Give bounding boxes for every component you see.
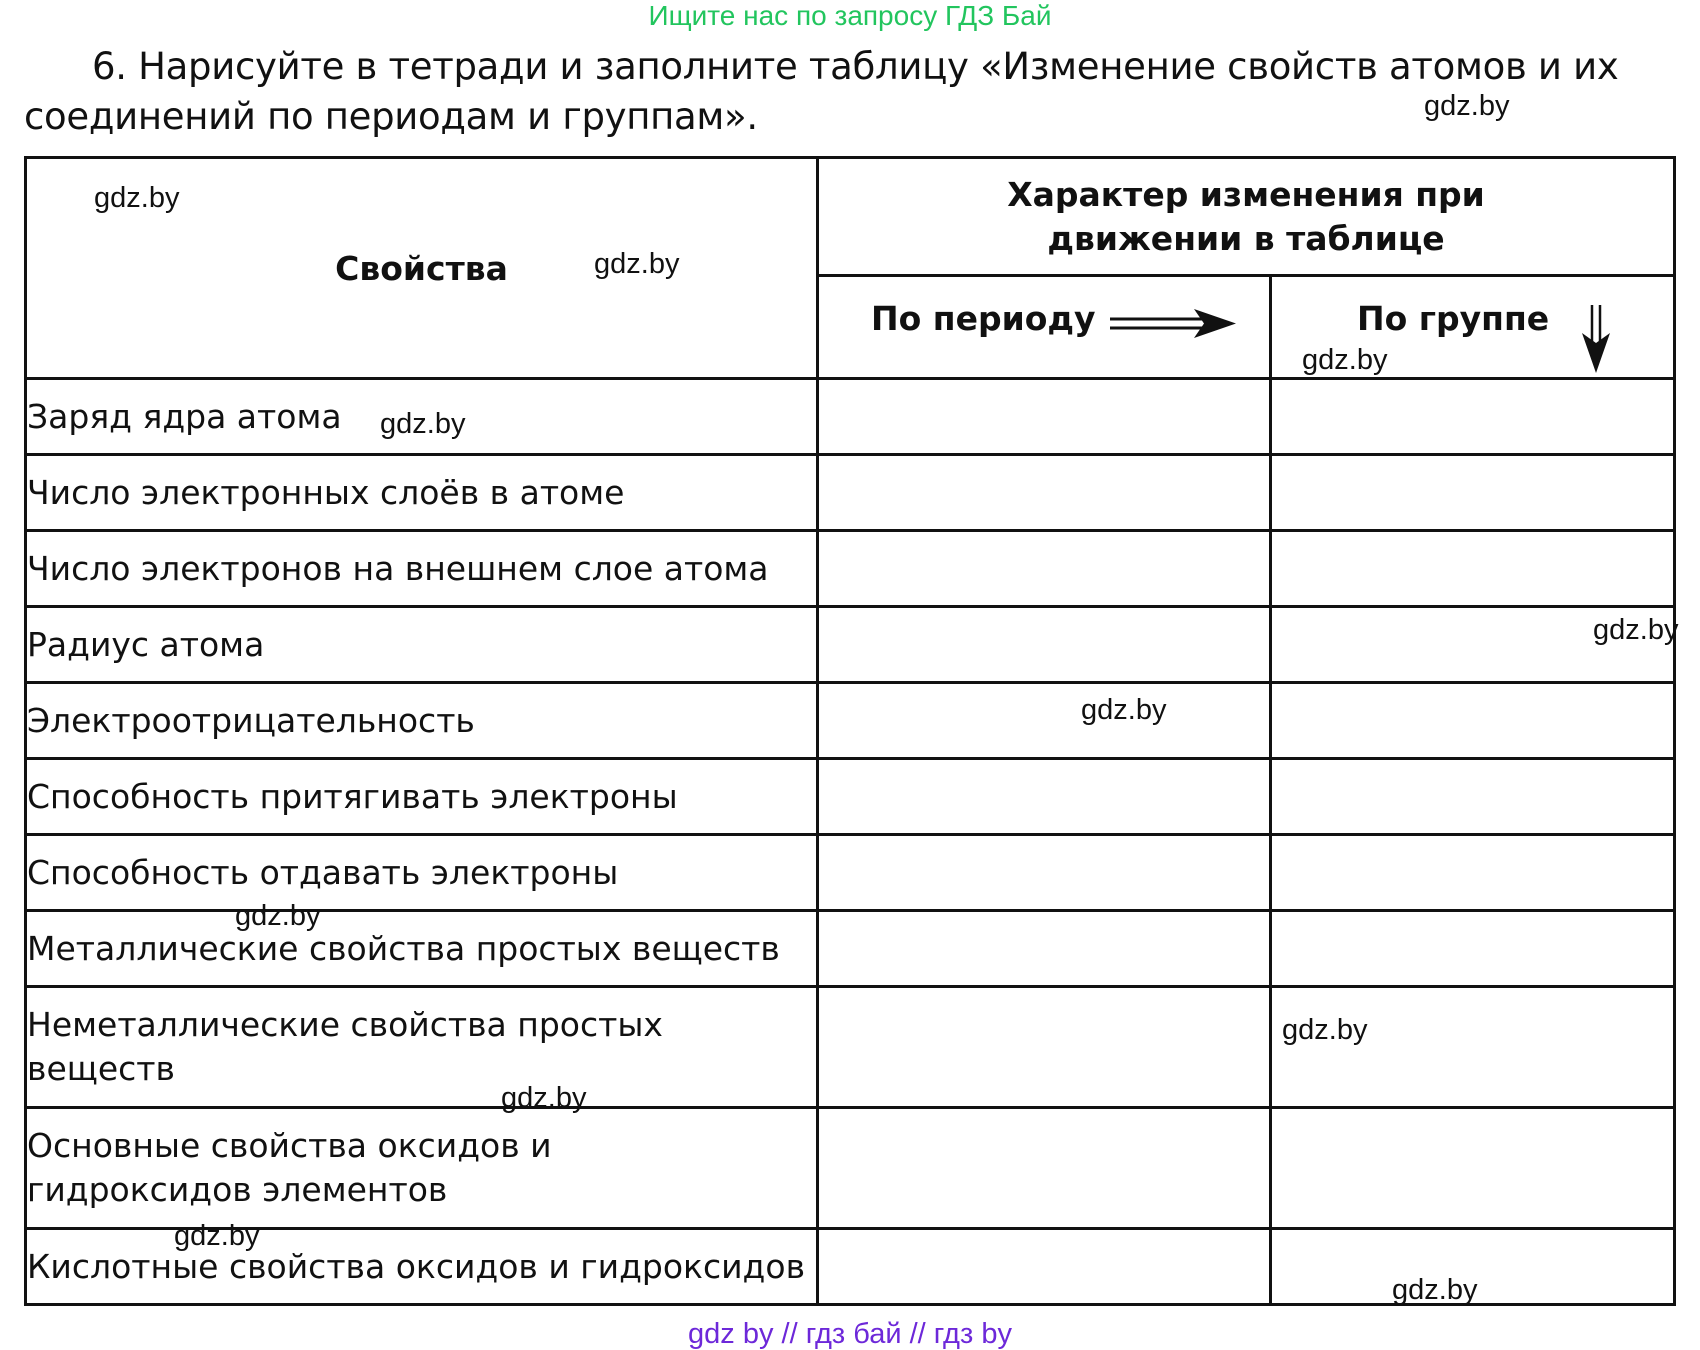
task-text: 6. Нарисуйте в тетради и заполните таблицу «Изменение свойств атомов и их соединений по периодам и группам». bbox=[24, 45, 1619, 138]
by-period-cell[interactable] bbox=[818, 759, 1271, 835]
by-period-cell[interactable] bbox=[818, 987, 1271, 1108]
property-cell: Способность отдавать электроны bbox=[26, 835, 818, 911]
property-cell: Число электронов на внешнем слое атома bbox=[26, 531, 818, 607]
table-row bbox=[26, 759, 1675, 835]
double-arrow-down-icon bbox=[1579, 303, 1613, 375]
by-period-cell[interactable] bbox=[818, 379, 1271, 455]
watermark: gdz.by bbox=[174, 1220, 260, 1252]
by-group-cell[interactable] bbox=[1271, 1108, 1675, 1229]
property-cell: Число электронных слоёв в атоме bbox=[26, 455, 818, 531]
by-group-cell[interactable] bbox=[1271, 455, 1675, 531]
table-row bbox=[26, 455, 1675, 531]
table-row bbox=[26, 607, 1675, 683]
by-group-cell[interactable] bbox=[1271, 531, 1675, 607]
by-period-cell[interactable] bbox=[818, 607, 1271, 683]
by-period-cell[interactable] bbox=[818, 1229, 1271, 1305]
header-by-group-label: По группе bbox=[1357, 299, 1550, 338]
by-period-cell[interactable] bbox=[818, 531, 1271, 607]
watermark: gdz.by bbox=[1593, 614, 1679, 646]
watermark: gdz.by bbox=[1392, 1274, 1478, 1306]
watermark: gdz.by bbox=[501, 1082, 587, 1114]
property-cell: Заряд ядра атома bbox=[26, 379, 818, 455]
table-row bbox=[26, 683, 1675, 759]
watermark: gdz.by bbox=[1302, 344, 1388, 376]
by-period-cell[interactable] bbox=[818, 835, 1271, 911]
by-group-cell[interactable] bbox=[1271, 683, 1675, 759]
property-text: Неметаллические свойства простых веществ bbox=[27, 1005, 663, 1088]
watermark: gdz.by bbox=[1081, 694, 1167, 726]
header-by-period-label: По периоду bbox=[871, 299, 1096, 338]
by-group-cell[interactable] bbox=[1271, 835, 1675, 911]
property-cell: Металлические свойства простых веществ bbox=[26, 911, 818, 987]
double-arrow-right-icon bbox=[1108, 307, 1238, 341]
by-period-cell[interactable] bbox=[818, 455, 1271, 531]
property-cell: Радиус атома bbox=[26, 607, 818, 683]
header-properties: Свойства bbox=[26, 158, 818, 379]
watermark: gdz.by bbox=[94, 182, 180, 214]
by-group-cell[interactable] bbox=[1271, 911, 1675, 987]
watermark: gdz.by bbox=[1282, 1014, 1368, 1046]
banner: Ищите нас по запросу ГДЗ Бай bbox=[648, 0, 1052, 31]
table-row bbox=[26, 987, 1675, 1108]
by-group-cell[interactable] bbox=[1271, 379, 1675, 455]
by-period-cell[interactable] bbox=[818, 1108, 1271, 1229]
watermark: gdz.by bbox=[235, 900, 321, 932]
header-change-character bbox=[818, 158, 1675, 276]
property-text: Основные свойства оксидов и гидроксидов элементов bbox=[27, 1126, 552, 1209]
property-cell: Электроотрицательность bbox=[26, 683, 818, 759]
footer: gdz by // гдз бай // гдз by bbox=[688, 1318, 1012, 1350]
by-group-cell[interactable] bbox=[1271, 759, 1675, 835]
table-row bbox=[26, 379, 1675, 455]
property-cell: Способность притягивать электроны bbox=[26, 759, 818, 835]
watermark: gdz.by bbox=[1424, 90, 1510, 122]
by-period-cell[interactable] bbox=[818, 683, 1271, 759]
by-period-cell[interactable] bbox=[818, 911, 1271, 987]
watermark: gdz.by bbox=[380, 408, 466, 440]
watermark: gdz.by bbox=[594, 248, 680, 280]
property-cell bbox=[26, 1108, 818, 1229]
table-row bbox=[26, 1108, 1675, 1229]
table-row bbox=[26, 531, 1675, 607]
property-cell bbox=[26, 987, 818, 1108]
by-group-cell[interactable] bbox=[1271, 987, 1675, 1108]
property-cell: Кислотные свойства оксидов и гидроксидов bbox=[26, 1229, 818, 1305]
header-change-character-text: Характер изменения при движении в таблице bbox=[1007, 174, 1485, 258]
properties-table bbox=[24, 156, 1679, 1306]
header-by-period bbox=[818, 276, 1271, 379]
